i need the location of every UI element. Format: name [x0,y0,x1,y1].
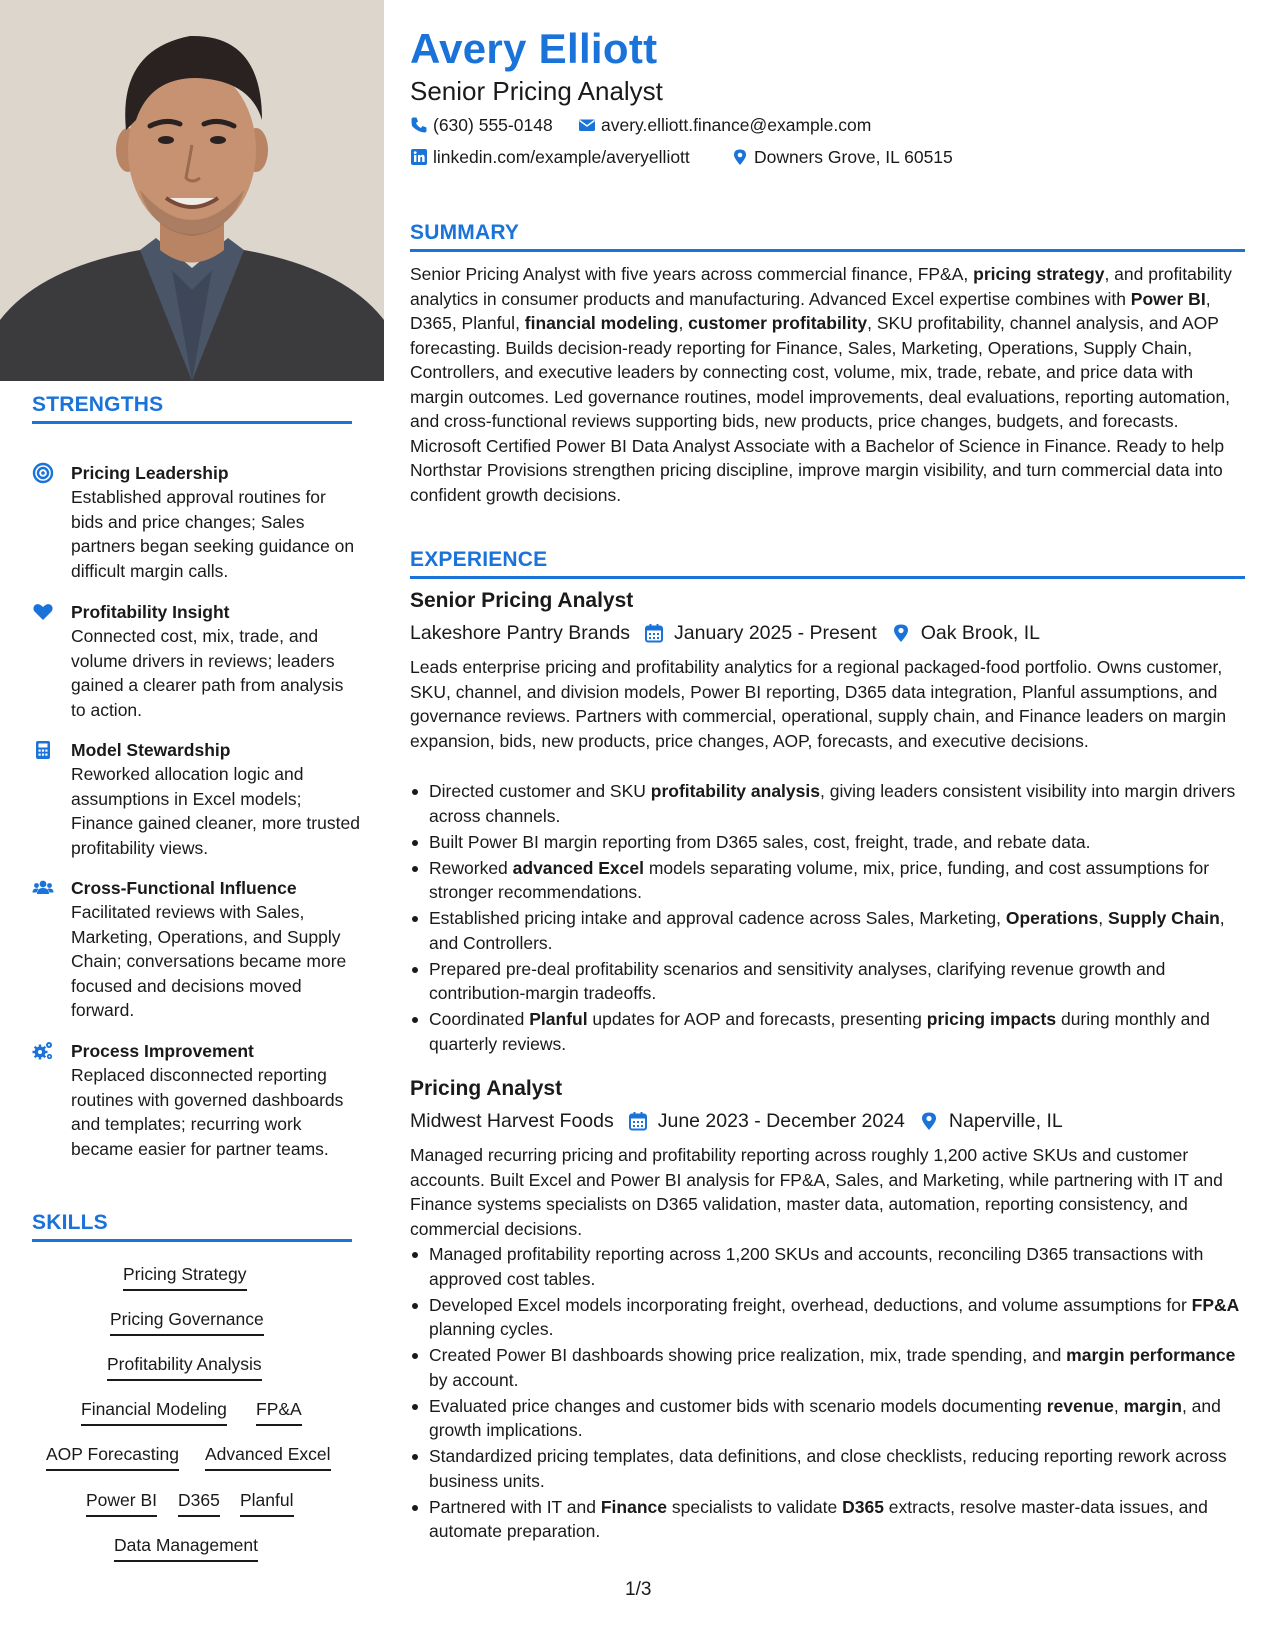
location-contact [731,145,953,169]
text-segment: during monthly and quarterly reviews. [429,1009,1210,1054]
phone-contact[interactable] [410,113,553,137]
phone-number: (630) 555-0148 [433,115,553,135]
candidate-headline: Senior Pricing Analyst [410,76,663,106]
job-bullet-list [410,779,1245,1058]
emphasis-text: margin [1123,1395,1182,1416]
skill-tag: Financial Modeling [81,1397,227,1426]
target-icon [32,462,54,484]
text-segment: , [1098,908,1108,928]
job-bullet [410,1343,1245,1392]
job-description: Managed recurring pricing and profitability reporting across roughly 1,200 active SKUs and customer accounts. Built Excel and Power BI analysis for FP&A, Sales, and Marketing, while partnering with IT and Finance systems specialists on D365 validation, master data, automation, reporting consistency, and commercial decisions. [410,1145,1223,1239]
text-segment: , and profitability analytics in consumer products and manufacturing. Advanced Excel expertise combines with [410,264,1232,309]
job-bullet [410,1495,1245,1544]
job-bullet [410,856,1245,905]
emphasis-text: FP&A [1191,1294,1240,1315]
email-contact[interactable] [578,113,871,137]
job-bullet [410,957,1245,1006]
job-bullet [410,779,1245,828]
text-segment: extracts, resolve master-data issues, and automate preparation. [429,1496,1208,1541]
job-dates: January 2025 - Present [674,622,877,644]
emphasis-text: profitability analysis [650,781,820,801]
gears-icon [32,1040,54,1062]
map-pin-icon [919,1111,939,1131]
strength-description: Reworked allocation logic and assumptions in Excel models; Finance gained cleaner, more trusted profitability views. [71,764,360,858]
strength-description: Connected cost, mix, trade, and volume drivers in reviews; leaders gained a clearer path from analysis to action. [71,626,344,720]
text-segment: Partnered with IT and [429,1496,601,1517]
job-title: Senior Pricing Analyst [410,589,634,612]
strength-title: Profitability Insight [71,602,230,622]
skill-tag: D365 [178,1488,220,1517]
strength-description: Established approval routines for bids and price changes; Sales partners began seeking guidance on difficult margin calls. [71,487,355,581]
skill-tag: FP&A [256,1397,302,1426]
text-segment: Developed Excel models incorporating freight, overhead, deductions, and volume assumptions for [429,1294,1192,1315]
strengths-heading: STRENGTHS [32,393,352,424]
text-segment: Created Power BI dashboards showing price realization, mix, trade spending, and [429,1345,1067,1365]
skill-tag: Data Management [114,1533,258,1562]
skill-tag: Pricing Strategy [123,1262,247,1291]
text-segment: , [678,313,689,333]
emphasis-text: margin performance [1066,1345,1236,1365]
phone-icon [410,116,428,134]
calendar-icon [628,1111,648,1131]
strength-item [32,1039,362,1179]
heart-icon [32,601,54,623]
strength-title: Model Stewardship [71,740,231,760]
text-segment: Directed customer and SKU [429,781,651,801]
envelope-icon [578,116,596,134]
text-segment: Standardized pricing templates, data definitions, and close checklists, reducing reporting rework across business units. [429,1446,1227,1491]
skill-tag: Planful [240,1488,294,1517]
job-bullet [410,1394,1245,1443]
company-name: Lakeshore Pantry Brands [410,622,631,644]
emphasis-text: customer profitability [688,313,868,333]
text-segment: , SKU profitability, channel analysis, and AOP forecasting. Builds decision-ready reporting for Finance, Sales, Marketing, Operations, Supply Chain, Controllers, and executive leaders by connecting cost, volume, mix, trade, rebate, and price data with margin outcomes. Led governance routines, model improvements, deal evaluations, reporting automation, and cross-functional reviews supporting bids, new products, price changes, budgets, and forecasts. Microsoft Certified Power BI Data Analyst Associate with a Bachelor of Science in Finance. Ready to help Northstar Provisions strengthen pricing discipline, improve margin visibility, and turn commercial data into confident growth decisions. [410,313,1231,505]
skills-heading: SKILLS [32,1211,352,1242]
strength-title: Cross-Functional Influence [71,878,297,898]
text-segment: , and growth implications. [429,1395,1221,1440]
portrait-illustration [0,0,384,381]
text-segment: , [1113,1395,1124,1416]
emphasis-text: Power BI [1130,288,1206,309]
job-bullet-list [410,1242,1245,1545]
text-segment: Evaluated price changes and customer bids with scenario models documenting [429,1395,1047,1416]
location-text: Downers Grove, IL 60515 [754,147,953,167]
text-segment: updates for AOP and forecasts, presenting [587,1009,927,1029]
text-segment: , and Controllers. [429,908,1225,953]
linkedin-contact[interactable] [410,145,690,169]
text-segment: , D365, Planful, [410,288,1211,333]
strength-item [32,738,362,858]
linkedin-url: linkedin.com/example/averyelliott [433,147,690,167]
company-name: Midwest Harvest Foods [410,1110,614,1132]
emphasis-text: pricing strategy [973,264,1105,284]
strength-item [32,876,362,1020]
strength-title: Process Improvement [71,1041,254,1061]
sidebar [0,0,384,1650]
users-icon [32,877,54,899]
emphasis-text: pricing impacts [926,1009,1057,1029]
text-segment: , giving leaders consistent visibility into margin drivers across channels. [429,781,1236,826]
emphasis-text: advanced Excel [512,857,644,878]
map-pin-icon [731,148,749,166]
emphasis-text: Planful [529,1009,588,1029]
text-segment: Coordinated [429,1009,530,1029]
job-description: Leads enterprise pricing and profitability analytics for a regional packaged-food portfolio. Owns customer, SKU, channel, and division models, Power BI reporting, D365 data integration, Planful assumptions, and governance reviews. Partners with commercial, operational, supply chain, and Finance leaders on margin expansion, bids, new products, price changes, AOP, forecasts, and executive decisions. [410,657,1227,751]
job-bullet [410,1444,1245,1493]
text-segment: specialists to validate [667,1496,843,1517]
profile-photo [0,0,384,381]
map-pin-icon [891,623,911,643]
summary-text [410,262,1245,507]
text-segment: by account. [429,1369,519,1390]
text-segment: Senior Pricing Analyst with five years across commercial finance, FP&A, [410,264,974,284]
job-bullet [410,830,1245,855]
job-bullet [410,1007,1245,1056]
text-segment: Prepared pre-deal profitability scenarios and sensitivity analyses, clarifying revenue growth and contribution-margin tradeoffs. [429,958,1166,1003]
skill-tag: Profitability Analysis [107,1352,262,1381]
experience-heading: EXPERIENCE [410,548,1245,579]
linkedin-icon [410,148,428,166]
summary-heading: SUMMARY [410,221,1245,252]
strength-description: Facilitated reviews with Sales, Marketing, Operations, and Supply Chain; conversations became more focused and decisions moved forward. [71,902,347,1020]
strength-item [32,600,362,720]
job-meta [410,619,1040,647]
text-segment: Established pricing intake and approval cadence across Sales, Marketing, [429,908,1006,928]
job-bullet [410,1242,1245,1291]
job-title: Pricing Analyst [410,1077,563,1100]
text-segment: Reworked [429,857,513,878]
strength-title: Pricing Leadership [71,463,229,483]
text-segment: Built Power BI margin reporting from D365 sales, cost, freight, trade, and rebate data. [429,831,1091,852]
job-location: Naperville, IL [948,1110,1063,1132]
emphasis-text: revenue [1046,1395,1114,1416]
calculator-icon [32,739,54,761]
emphasis-text: Supply Chain [1107,908,1220,928]
emphasis-text: Finance [600,1496,667,1517]
skill-tag: Power BI [86,1488,157,1517]
skill-tag: Advanced Excel [205,1442,331,1471]
job-meta [410,1107,1063,1135]
email-address: avery.elliott.finance@example.com [601,115,872,135]
job-bullet [410,906,1245,955]
strength-description: Replaced disconnected reporting routines with governed dashboards and templates; recurring work became easier for partner teams. [71,1065,344,1159]
emphasis-text: financial modeling [524,313,679,333]
text-segment: Managed profitability reporting across 1,200 SKUs and accounts, reconciling D365 transactions with approved cost tables. [429,1244,1204,1289]
page-number: 1/3 [625,1579,652,1600]
candidate-name: Avery Elliott [410,25,658,72]
skill-tag: AOP Forecasting [46,1442,179,1471]
emphasis-text: Operations [1005,908,1099,928]
job-dates: June 2023 - December 2024 [657,1110,905,1132]
job-bullet [410,1293,1245,1342]
emphasis-text: D365 [842,1496,884,1517]
calendar-icon [644,623,664,643]
strength-item [32,461,362,581]
text-segment: models separating volume, mix, price, funding, and cost assumptions for stronger recommendations. [429,857,1210,902]
job-location: Oak Brook, IL [920,622,1040,644]
text-segment: planning cycles. [429,1319,554,1339]
skill-tag: Pricing Governance [110,1307,264,1336]
